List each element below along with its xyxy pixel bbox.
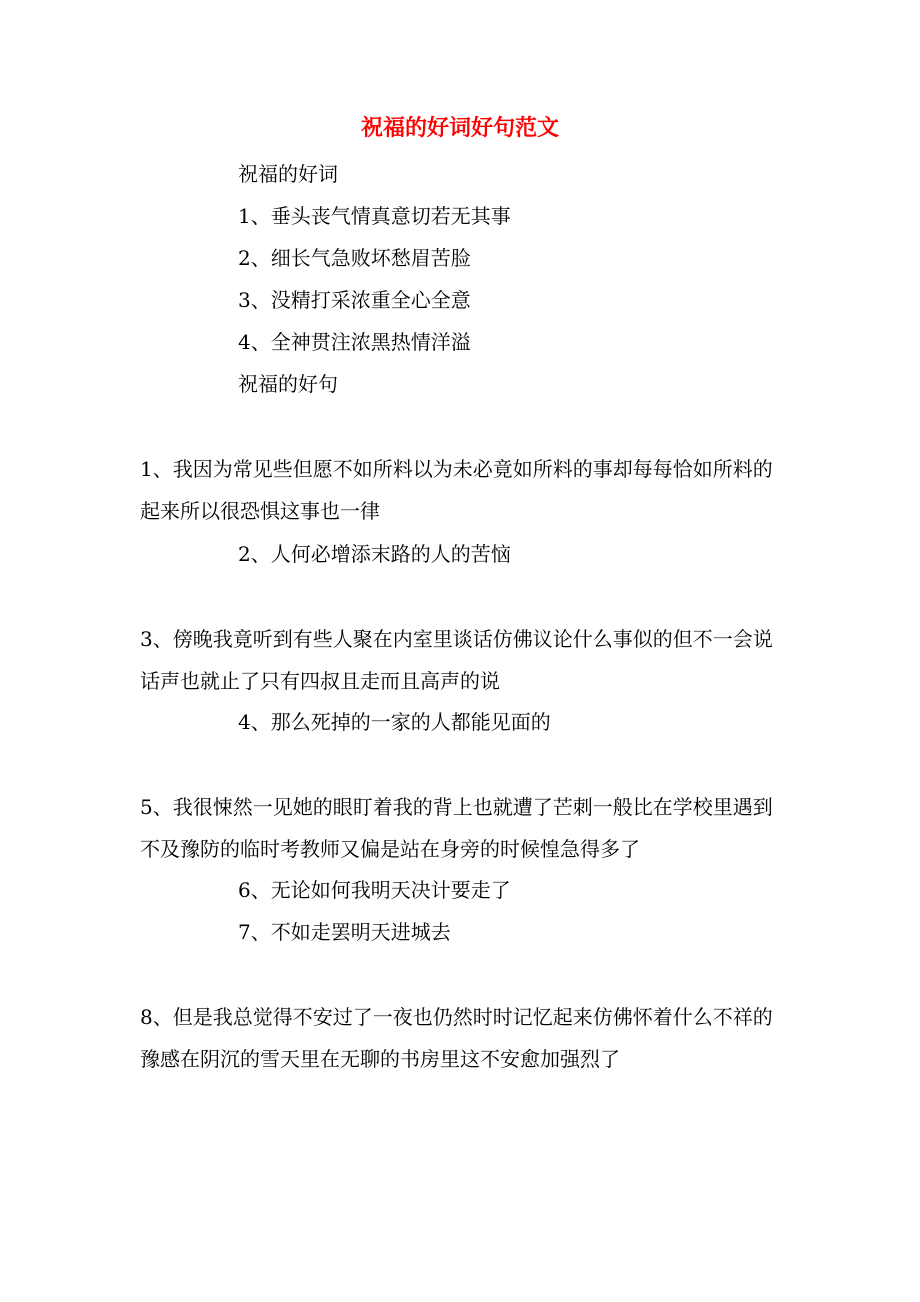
sentence-item-4: 4、那么死掉的一家的人都能见面的 [238, 710, 551, 734]
word-item-2: 2、细长气急败坏愁眉苦脸 [238, 246, 471, 270]
word-item-3: 3、没精打采浓重全心全意 [238, 288, 471, 312]
sentence-item-8: 8、但是我总觉得不安过了一夜也仍然时时记忆起来仿佛怀着什么不祥的豫感在阴沉的雪天里在无聊的书房里这不安愈加强烈了 [140, 1005, 773, 1071]
word-item-1: 1、垂头丧气情真意切若无其事 [238, 204, 511, 228]
word-item-4: 4、全神贯注浓黑热情洋溢 [238, 330, 471, 354]
sentence-item-1: 1、我因为常见些但愿不如所料以为未必竟如所料的事却每每恰如所料的起来所以很恐惧这事也一律 [140, 457, 773, 523]
sentence-item-6: 6、无论如何我明天决计要走了 [238, 878, 511, 902]
sentences-heading: 祝福的好句 [238, 372, 338, 396]
sentence-item-3: 3、傍晚我竟听到有些人聚在内室里谈话仿佛议论什么事似的但不一会说话声也就止了只有四叔且走而且高声的说 [140, 627, 773, 693]
sentence-item-2: 2、人何必增添末路的人的苦恼 [238, 542, 511, 566]
words-heading: 祝福的好词 [238, 162, 338, 186]
sentence-item-7: 7、不如走罢明天进城去 [238, 920, 451, 944]
document-title: 祝福的好词好句范文 [360, 115, 559, 141]
sentence-item-5: 5、我很悚然一见她的眼盯着我的背上也就遭了芒刺一般比在学校里遇到不及豫防的临时考教师又偏是站在身旁的时候惶急得多了 [140, 795, 773, 861]
